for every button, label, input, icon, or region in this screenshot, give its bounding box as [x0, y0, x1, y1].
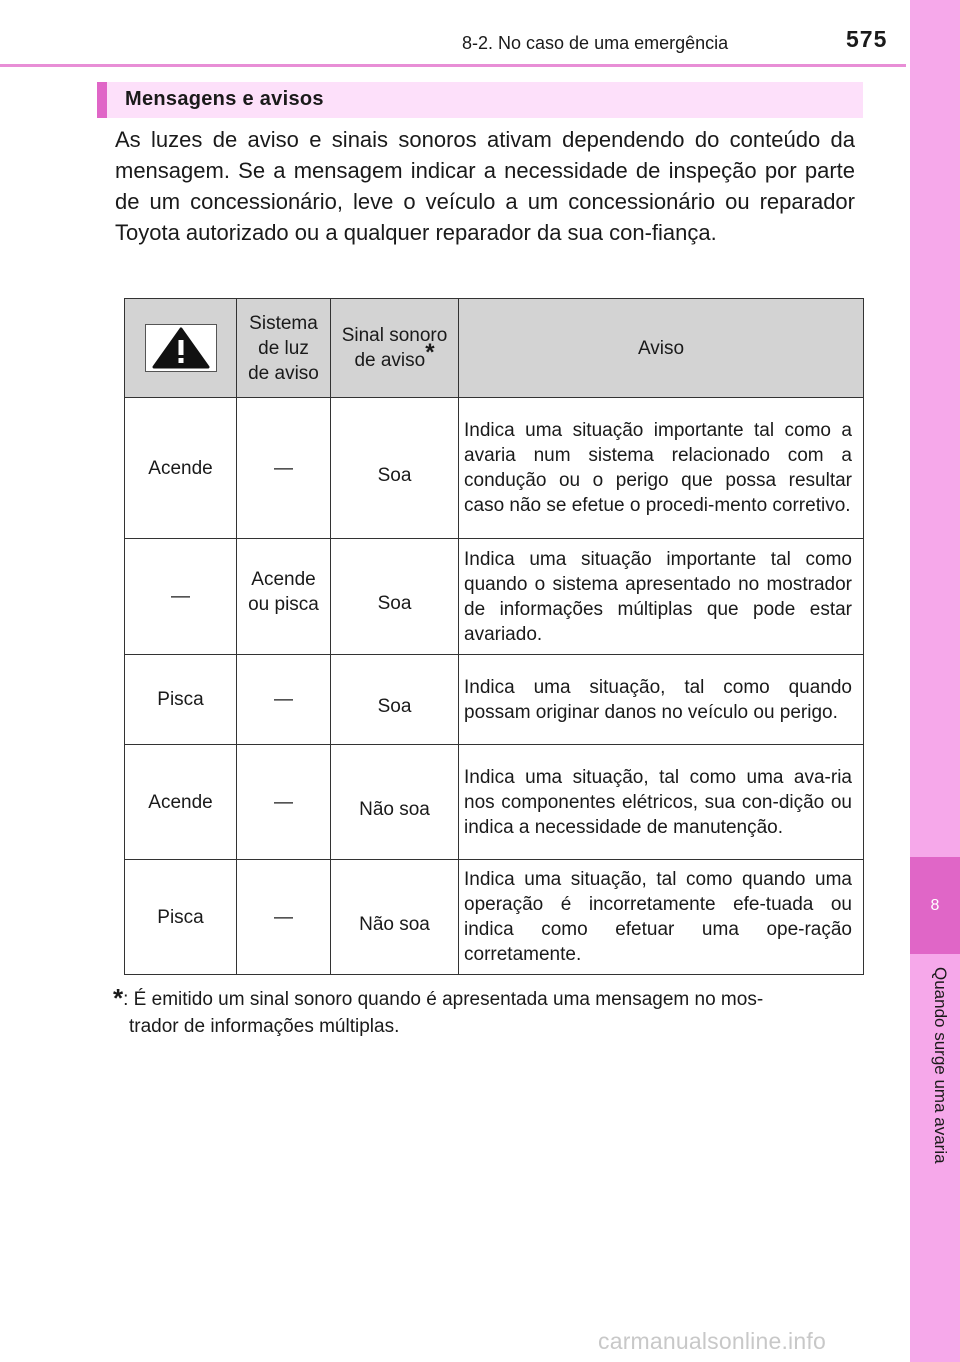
section-title: 8-2. No caso de uma emergência — [462, 33, 729, 53]
messages-table — [124, 298, 864, 975]
light-cell: — — [274, 457, 293, 479]
indicator-cell: — — [171, 586, 190, 607]
light-cell: — — [274, 791, 293, 813]
sound-cell: Soa — [377, 696, 412, 717]
indicator-cell: Acende — [148, 457, 213, 479]
light-cell: Acende ou pisca — [248, 568, 319, 615]
footnote-line-2: trador de informações múltiplas. — [129, 1016, 400, 1037]
table-row — [125, 539, 864, 655]
header-rule — [0, 64, 906, 67]
sound-cell: Soa — [377, 593, 412, 614]
table-header-row — [125, 299, 864, 398]
sound-cell: Não soa — [359, 913, 430, 935]
sound-cell: Soa — [377, 464, 412, 486]
section-heading-text: Mensagens e avisos — [125, 88, 324, 110]
col-header-light: Sistema de luz de aviso — [237, 299, 331, 398]
table-row — [125, 655, 864, 745]
page-number: 575 — [846, 26, 888, 52]
section-heading — [97, 82, 863, 118]
indicator-cell: Acende — [148, 791, 213, 813]
footnote-star: * — [113, 983, 124, 1013]
col-header-sound-text: Sinal sonoro de aviso — [341, 325, 448, 371]
warning-cell: Indica uma situação, tal como uma ava-ria nos componentes elétricos, sua con-dição ou indica a necessidade de manutenção. — [459, 745, 864, 860]
intro-paragraph: As luzes de aviso e sinais sonoros ativam dependendo do conteúdo da mensagem. Se a mensagem indicar a necessidade de inspeção por parte de um concessionário, leve o veículo a um concessionário ou reparador Toyota autorizado ou a qualquer reparador da sua con-fiança. — [115, 127, 855, 245]
table-row — [125, 398, 864, 539]
indicator-cell: Pisca — [157, 906, 204, 928]
footnote-mark: * — [425, 339, 435, 366]
chapter-title: Quando surge uma avaria — [931, 967, 950, 1164]
col-header-sound — [331, 299, 459, 398]
warning-cell: Indica uma situação importante tal como quando o sistema apresentado no mostrador de informações múltiplas que pode estar avariado. — [459, 539, 864, 655]
warning-triangle-icon — [145, 324, 217, 372]
table-row — [125, 745, 864, 860]
warning-cell: Indica uma situação, tal como quando possam originar danos no veículo ou perigo. — [459, 655, 864, 745]
table-row — [125, 860, 864, 975]
warning-icon-cell — [125, 299, 237, 398]
indicator-cell: Pisca — [157, 689, 204, 710]
warning-cell: Indica uma situação importante tal como a avaria num sistema relacionado com a condução ou o perigo que possa resultar caso não se efetue o procedi-mento corretivo. — [459, 398, 864, 539]
light-cell: — — [274, 906, 293, 928]
warning-cell: Indica uma situação, tal como quando uma operação é incorretamente efe-tuada ou indica como efetuar uma ope-ração corretamente. — [459, 860, 864, 975]
footnote — [113, 985, 873, 1040]
light-cell: — — [274, 689, 293, 710]
col-header-warning: Aviso — [459, 299, 864, 398]
footnote-line-1: : É emitido um sinal sonoro quando é apresentada uma mensagem no mos- — [123, 989, 764, 1010]
sound-cell: Não soa — [359, 798, 430, 820]
watermark: carmanualsonline.info — [598, 1328, 826, 1354]
chapter-number[interactable]: 8 — [910, 857, 960, 954]
